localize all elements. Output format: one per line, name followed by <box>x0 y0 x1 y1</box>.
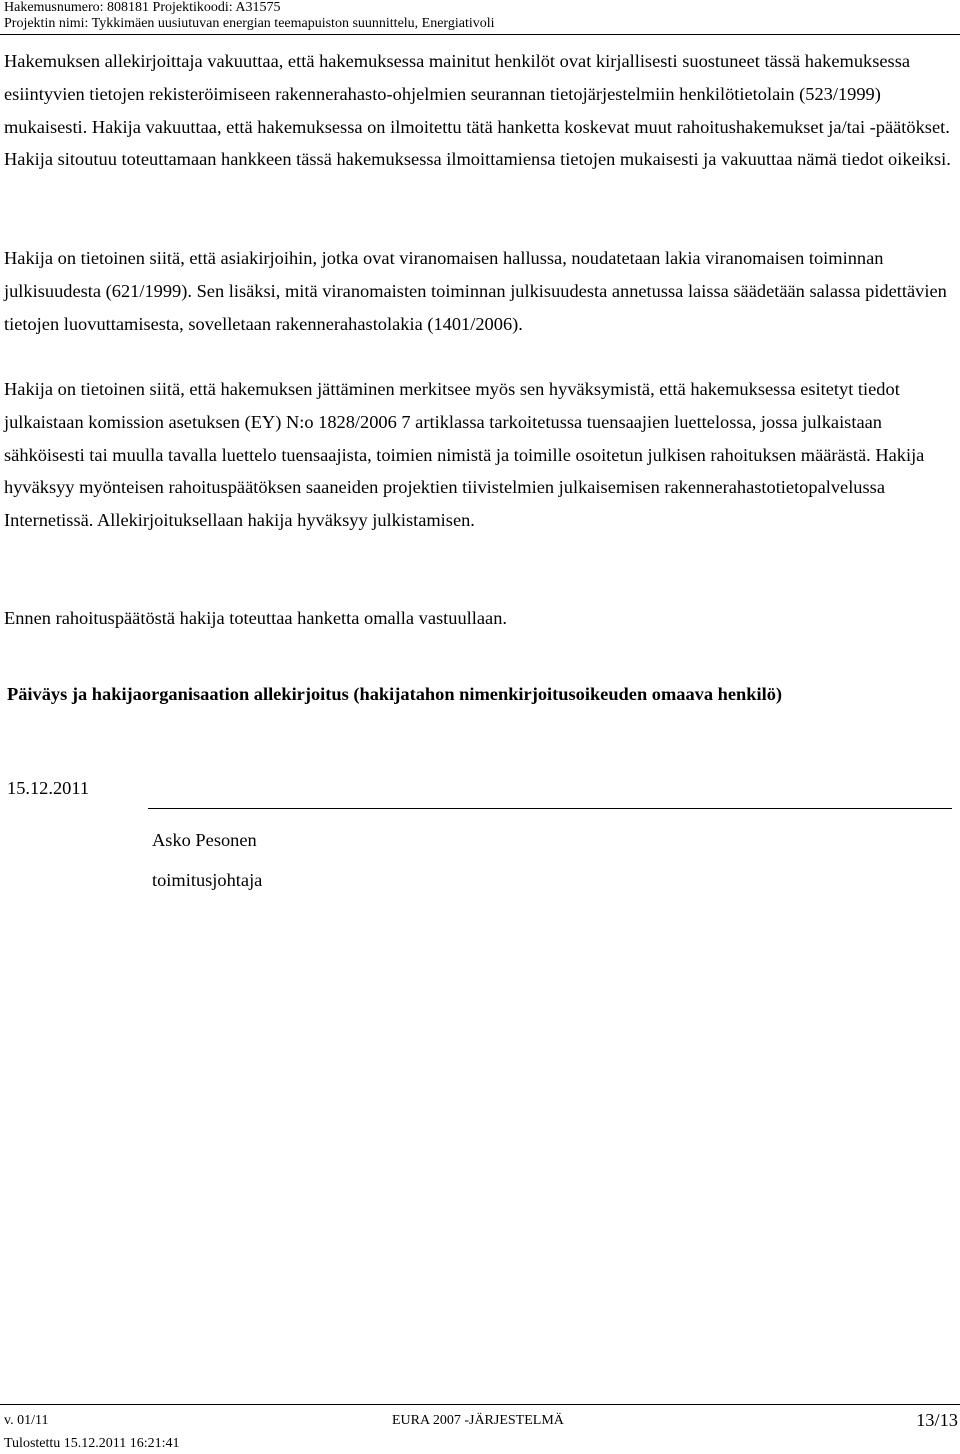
own-risk-paragraph: Ennen rahoituspäätöstä hakija toteuttaa hanketta omalla vastuullaan. <box>4 608 508 628</box>
signature-heading: Päiväys ja hakijaorganisaation allekirjoitus (hakijatahon nimenkirjoitusoikeuden omaava henkilö) <box>7 684 783 704</box>
page-number: 13/13 <box>916 1410 958 1430</box>
signature-date: 15.12.2011 <box>7 778 90 798</box>
footer-divider <box>0 1404 960 1405</box>
application-number-line: Hakemusnumero: 808181 Projektikoodi: A31575 <box>4 0 281 15</box>
signer-name: Asko Pesonen <box>152 830 257 850</box>
publication-consent-paragraph: Hakija on tietoinen siitä, että hakemuksen jättäminen merkitsee myös sen hyväksymistä, että hakemuksessa esitetyt tiedot julkaistaan komission asetuksen (EY) N:o 1828/2006 7 artiklassa tarkoitetussa tuensaajien luettelossa, jossa julkaistaan sähköisesti tai muulla tavalla luettelo tuensaajista, toimien nimistä ja toimille osoitetun julkisen rahoituksen määrästä. Hakija hyväksyy myönteisen rahoituspäätöksen saaneiden projektien tiivistelmien julkaisemisen rakennerahastotietopalvelussa Internetissä. Allekirjoituksellaan hakija hyväksyy julkistamisen. <box>4 379 925 531</box>
signer-title: toimitusjohtaja <box>152 870 263 890</box>
publicity-paragraph: Hakija on tietoinen siitä, että asiakirjoihin, jotka ovat viranomaisen hallussa, noudatetaan lakia viranomaisen toiminnan julkisuudesta (621/1999). Sen lisäksi, mitä viranomaisten toiminnan julkisuudesta annetussa laissa säädetään salassa pidettävien tietojen luovuttamisesta, sovelletaan rakennerahastolakia (1401/2006). <box>4 248 947 334</box>
project-name-line: Projektin nimi: Tykkimäen uusiutuvan energian teemapuiston suunnittelu, Energiativoli <box>4 16 495 31</box>
printed-timestamp: Tulostettu 15.12.2011 16:21:41 <box>4 1436 180 1451</box>
declaration-paragraph: Hakemuksen allekirjoittaja vakuuttaa, että hakemuksessa mainitut henkilöt ovat kirjallisesti suostuneet tässä hakemuksessa esiintyvien tietojen rekisteröimiseen rakennerahasto-ohjelmien seurannan tietojärjestelmiin henkilötietolain (523/1999) mukaisesti. Hakija vakuuttaa, että hakemuksessa on ilmoitettu tätä hanketta koskevat muut rahoitushakemukset ja/tai -päätökset. Hakija sitoutuu toteuttamaan hankkeen tässä hakemuksessa ilmoittamiensa tietojen mukaisesti ja vakuuttaa nämä tiedot oikeiksi. <box>4 51 951 170</box>
signature-line <box>148 808 952 809</box>
system-name: EURA 2007 -JÄRJESTELMÄ <box>392 1413 564 1428</box>
document-header <box>4 0 495 32</box>
header-divider <box>0 34 960 35</box>
form-version: v. 01/11 <box>4 1413 49 1428</box>
